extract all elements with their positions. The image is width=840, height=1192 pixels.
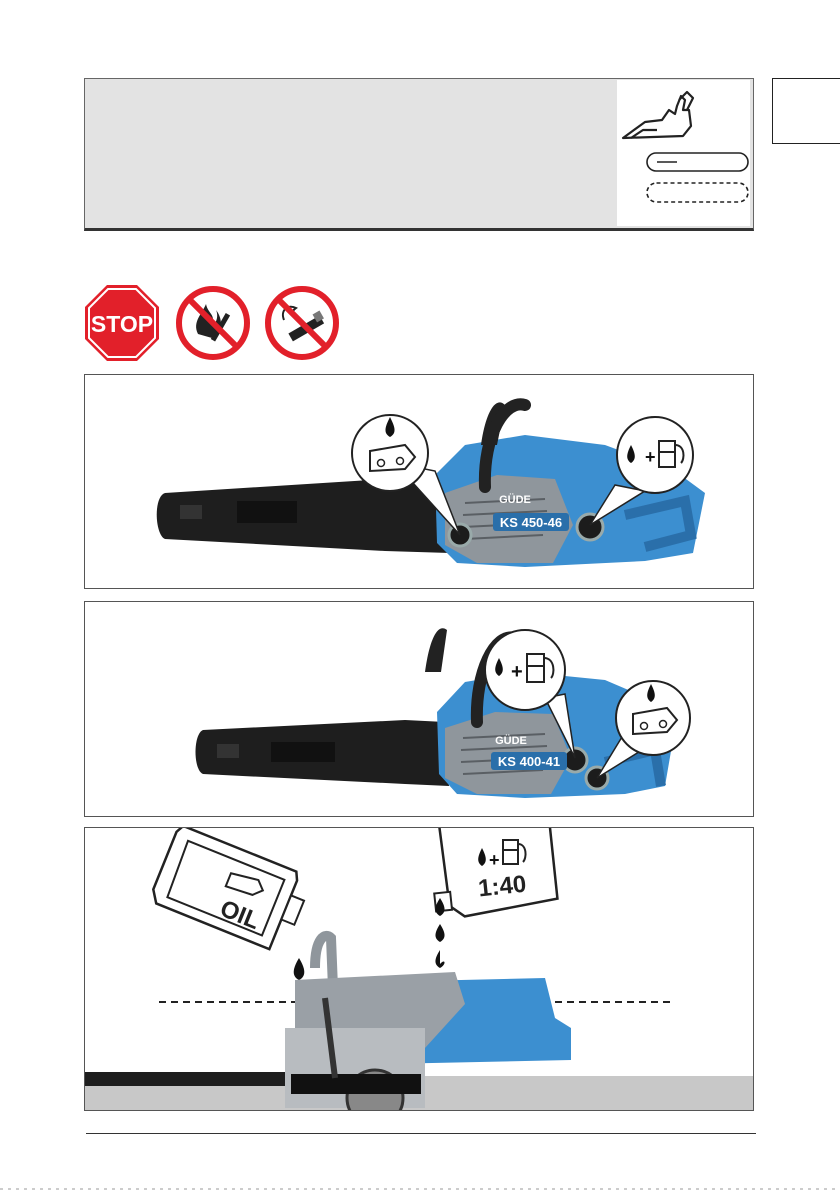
brand-logo: GÜDE	[499, 494, 531, 506]
chainsaw-icon	[623, 92, 693, 138]
no-open-flame-icon	[179, 289, 247, 357]
footer-rule	[86, 1133, 756, 1134]
svg-text:+: +	[489, 850, 500, 870]
header-icon-panel	[617, 80, 750, 226]
guide-bar-icon	[647, 153, 748, 171]
model-label: KS 400-41	[497, 754, 561, 769]
guide-bar	[157, 479, 450, 553]
warning-row	[84, 284, 344, 364]
guide-bar	[196, 720, 450, 786]
brand-logo: GÜDE	[495, 735, 527, 747]
page-tab-marker	[772, 78, 840, 144]
figure-2-panel	[84, 601, 754, 817]
mix-ratio-label: 1:40	[476, 870, 528, 903]
svg-text:+: +	[645, 447, 656, 467]
oil-can-label: OIL	[216, 895, 264, 936]
figure-1-panel	[84, 374, 754, 589]
model-label: KS 450-46	[499, 515, 563, 530]
figure-3-panel	[84, 827, 754, 1111]
svg-text:+: +	[511, 661, 523, 683]
page-cut-marks	[0, 1188, 840, 1190]
saw-chain-icon	[647, 183, 748, 202]
oil-can	[149, 828, 313, 954]
no-smoking-icon	[268, 289, 336, 357]
stop-sign-text: STOP	[90, 311, 154, 337]
